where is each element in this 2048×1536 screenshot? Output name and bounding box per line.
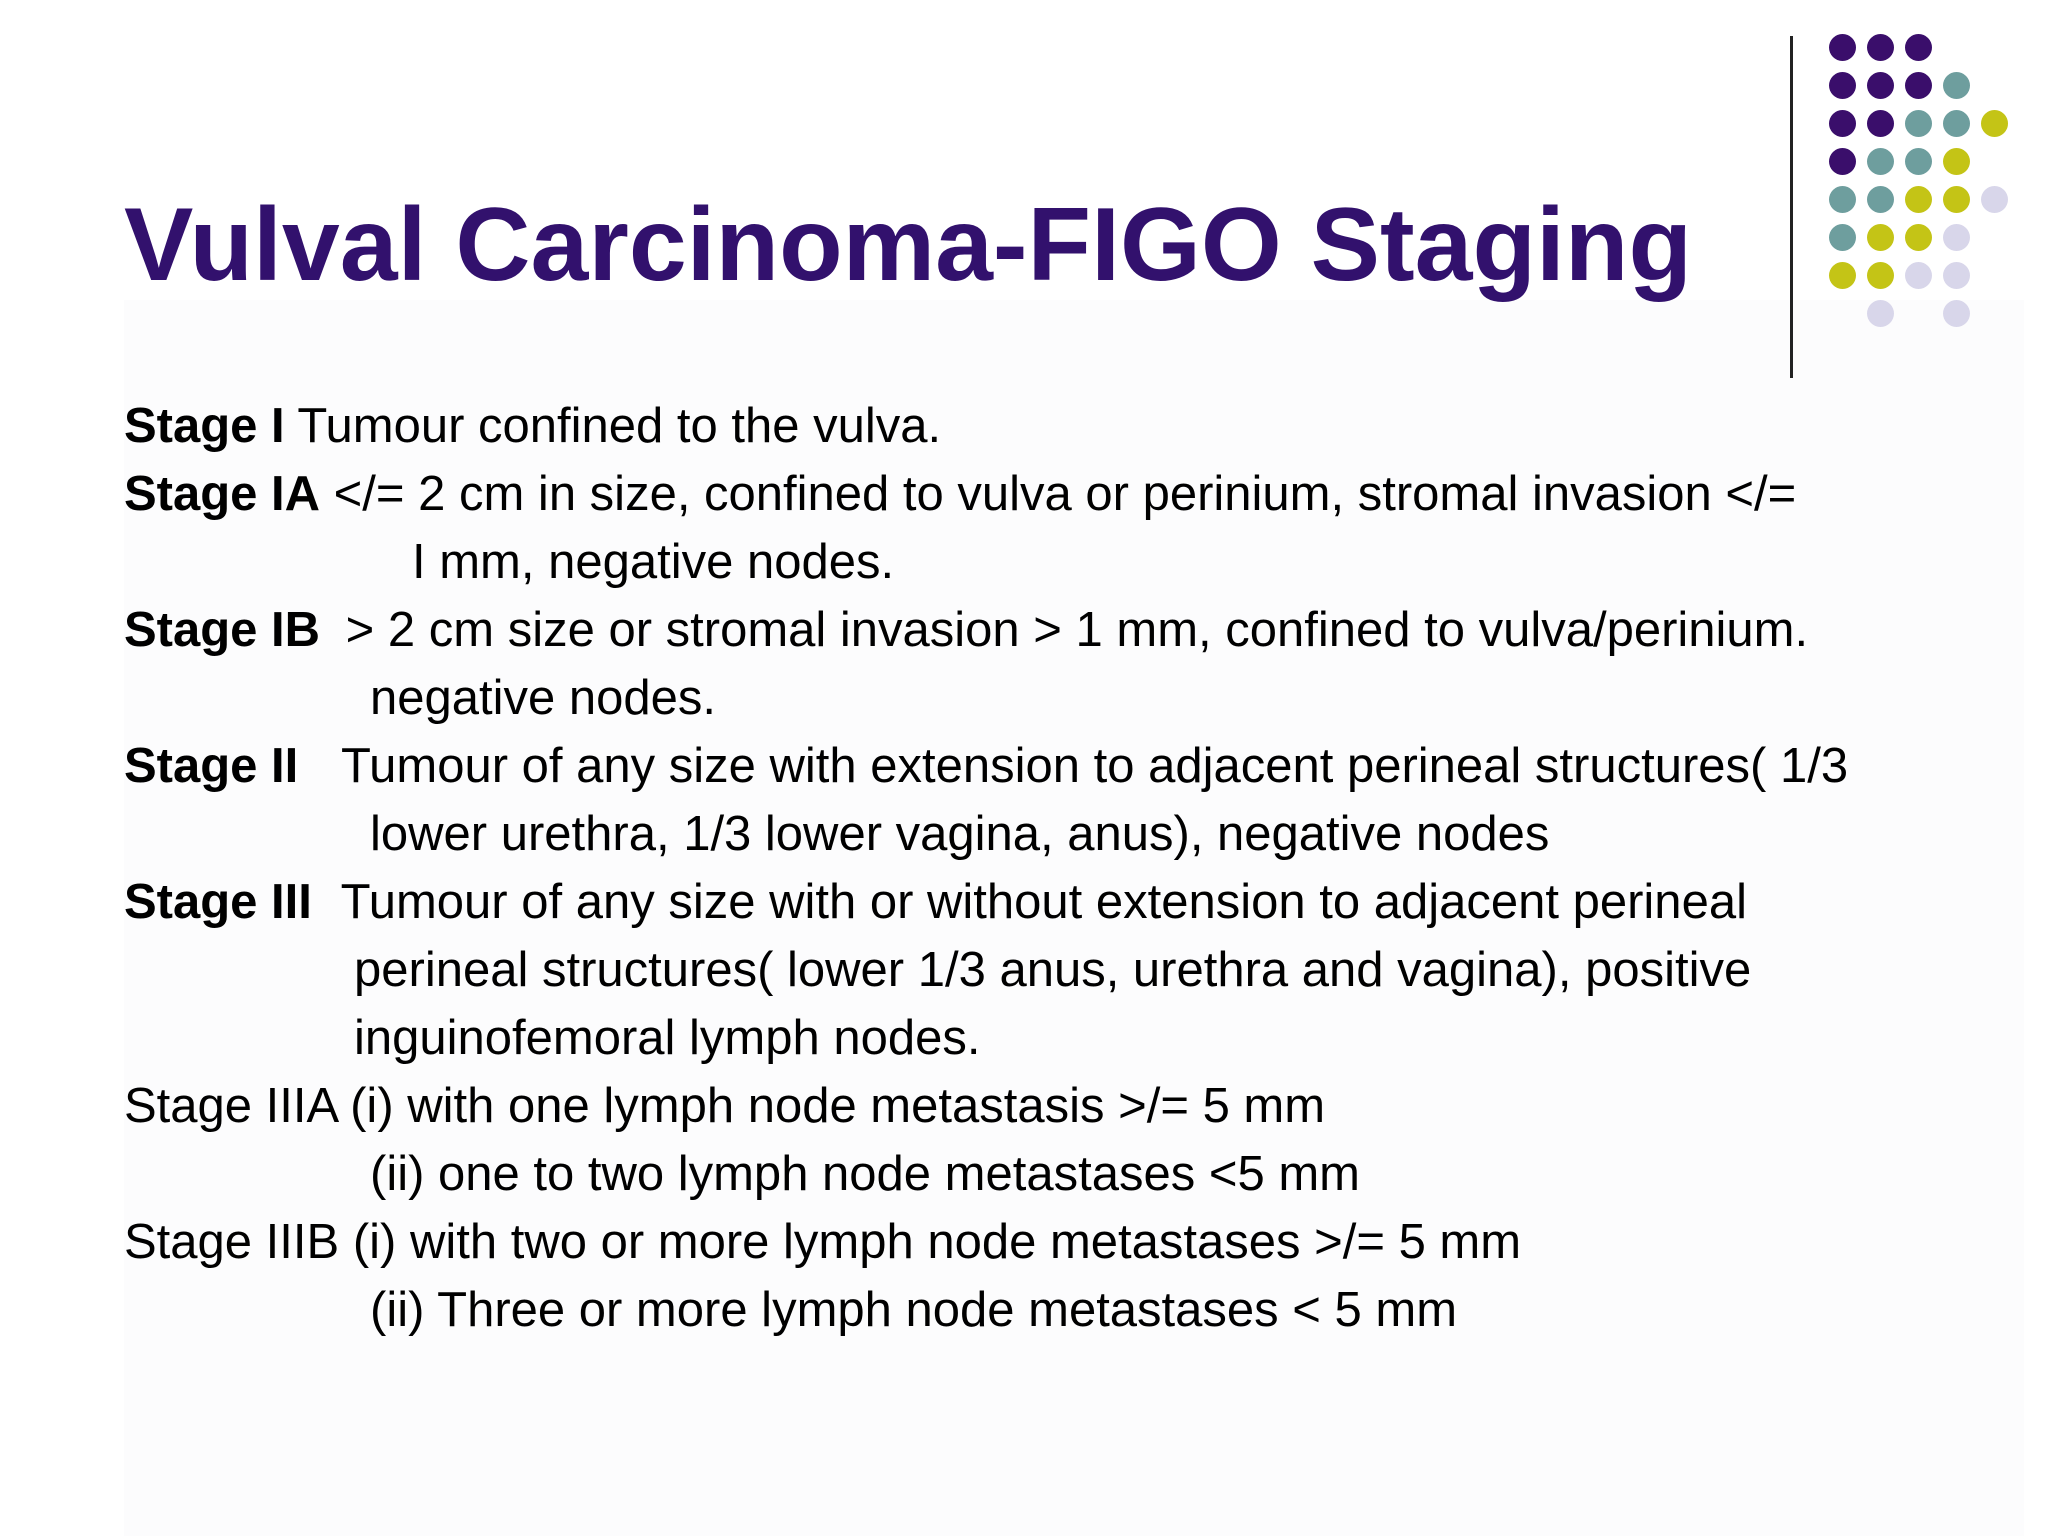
decor-dot bbox=[1943, 262, 1970, 289]
stage-label: Stage IIIA bbox=[124, 1079, 337, 1133]
stage-description: Tumour confined to the vulva. bbox=[284, 399, 942, 453]
stage-description-continued: perineal structures( lower 1/3 anus, urethra and vagina), positive bbox=[354, 943, 1752, 997]
decor-dot bbox=[1905, 110, 1932, 137]
stage-description-continued: (ii) Three or more lymph node metastases < 5 mm bbox=[370, 1283, 1458, 1337]
decor-dot bbox=[1867, 300, 1894, 327]
slide-title: Vulval Carcinoma-FIGO Staging bbox=[124, 187, 1692, 303]
decor-dot bbox=[1943, 110, 1970, 137]
stage-iii-continuation bbox=[124, 936, 2004, 1004]
decor-dot bbox=[1829, 110, 1856, 137]
staging-list bbox=[124, 392, 2004, 1344]
decor-dot bbox=[1829, 72, 1856, 99]
decor-dot bbox=[1867, 186, 1894, 213]
decor-dot bbox=[1905, 262, 1932, 289]
stage-ia-line bbox=[124, 460, 2004, 528]
stage-ii-line bbox=[124, 732, 2004, 800]
decor-dot bbox=[1867, 110, 1894, 137]
stage-label: Stage II bbox=[124, 739, 299, 793]
decor-dot bbox=[1867, 224, 1894, 251]
stage-iii-line bbox=[124, 868, 2004, 936]
stage-description-continued: inguinofemoral lymph nodes. bbox=[354, 1011, 981, 1065]
decor-dot bbox=[1943, 224, 1970, 251]
stage-description: Tumour of any size with extension to adjacent perineal structures( 1/3 bbox=[328, 739, 1849, 793]
stage-ii-continuation bbox=[124, 800, 2004, 868]
stage-iiib-line bbox=[124, 1208, 2004, 1276]
decor-dot bbox=[1943, 148, 1970, 175]
decor-dot bbox=[1867, 148, 1894, 175]
stage-ib-continuation bbox=[124, 664, 2004, 732]
stage-label: Stage IB bbox=[124, 603, 321, 657]
decor-dot bbox=[1905, 72, 1932, 99]
stage-label: Stage I bbox=[124, 399, 285, 453]
stage-description-continued: negative nodes. bbox=[370, 671, 716, 725]
stage-ib-line bbox=[124, 596, 2004, 664]
stage-iiia-continuation bbox=[124, 1140, 2004, 1208]
title-divider bbox=[1790, 36, 1793, 378]
stage-label: Stage IIIB bbox=[124, 1215, 340, 1269]
decor-dot bbox=[1867, 262, 1894, 289]
decor-dot bbox=[1981, 186, 2008, 213]
decor-dot bbox=[1981, 110, 2008, 137]
decor-dot bbox=[1943, 72, 1970, 99]
decor-dot bbox=[1867, 34, 1894, 61]
decor-dot bbox=[1829, 262, 1856, 289]
decor-dot bbox=[1943, 186, 1970, 213]
stage-iiia-line bbox=[124, 1072, 2004, 1140]
decor-dot bbox=[1905, 148, 1932, 175]
decor-dot bbox=[1829, 148, 1856, 175]
decor-dot bbox=[1829, 186, 1856, 213]
decor-dot bbox=[1829, 34, 1856, 61]
stage-description: (i) with one lymph node metastasis >/= 5 mm bbox=[336, 1079, 1326, 1133]
stage-label: Stage III bbox=[124, 875, 312, 929]
stage-description: </= 2 cm in size, confined to vulva or perinium, stromal invasion </= bbox=[320, 467, 1797, 521]
decor-dot bbox=[1829, 224, 1856, 251]
stage-description: > 2 cm size or stromal invasion > 1 mm, confined to vulva/perinium. bbox=[332, 603, 1809, 657]
stage-description: (i) with two or more lymph node metastases >/= 5 mm bbox=[339, 1215, 1522, 1269]
decor-dot bbox=[1905, 186, 1932, 213]
decor-dot bbox=[1905, 34, 1932, 61]
stage-description-continued: lower urethra, 1/3 lower vagina, anus), negative nodes bbox=[370, 807, 1550, 861]
stage-label: Stage IA bbox=[124, 467, 321, 521]
stage-description: Tumour of any size with or without extension to adjacent perineal bbox=[327, 875, 1747, 929]
stage-ia-continuation bbox=[124, 528, 2004, 596]
stage-description-continued: (ii) one to two lymph node metastases <5 mm bbox=[370, 1147, 1360, 1201]
stage-i-line bbox=[124, 392, 2004, 460]
stage-iii-continuation bbox=[124, 1004, 2004, 1072]
stage-iiib-continuation bbox=[124, 1276, 2004, 1344]
decor-dot bbox=[1905, 224, 1932, 251]
decor-dot bbox=[1943, 300, 1970, 327]
stage-description-continued: I mm, negative nodes. bbox=[412, 535, 895, 589]
decor-dot bbox=[1867, 72, 1894, 99]
